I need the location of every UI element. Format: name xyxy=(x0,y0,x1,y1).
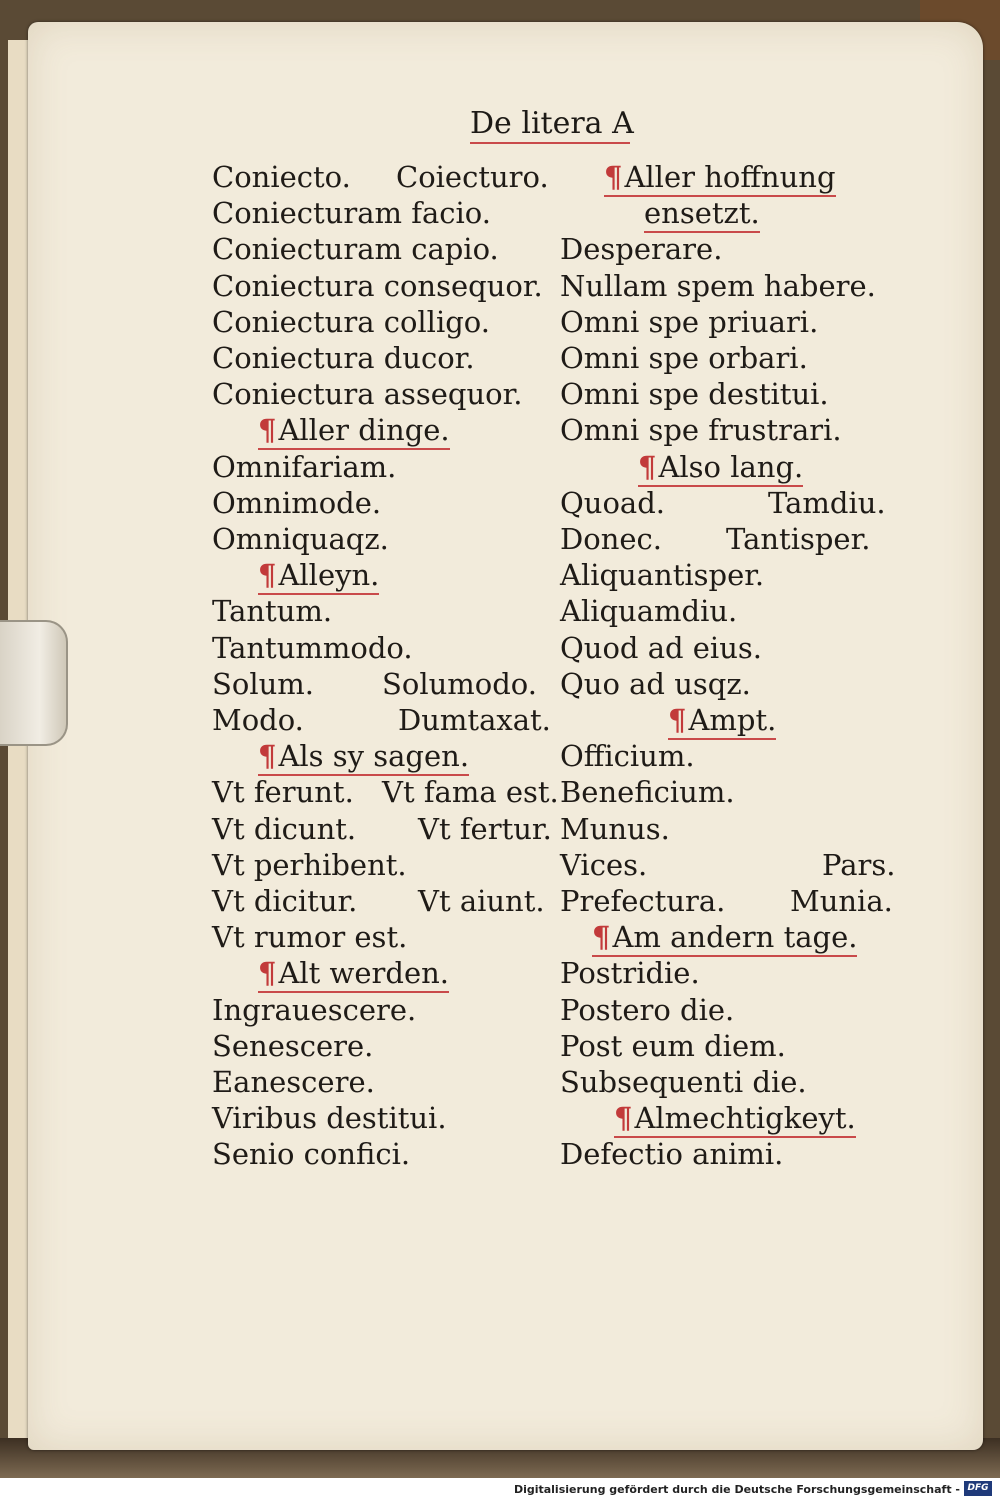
right-column-entry-27: Defectio animi. xyxy=(560,1137,784,1172)
left-column-entry-5: Coniectura ducor. xyxy=(212,341,475,375)
right-column-entry-17: Beneficium. xyxy=(560,775,735,810)
left-column-entry-8: Omnifariam. xyxy=(212,449,397,484)
middle-column-entry-5: Vt aiunt. xyxy=(418,884,545,918)
header-underline xyxy=(470,142,630,144)
left-column-section-heading-16 xyxy=(258,739,469,776)
right-column-section-heading-0 xyxy=(604,160,836,197)
middle-column-entry-0: Coiecturo. xyxy=(396,160,549,194)
left-column-entry-24: Senescere. xyxy=(212,1028,374,1063)
right-column-entry-3: Nullam spem habere. xyxy=(560,268,876,303)
far-right-column-entry-2: Pars. xyxy=(822,847,896,882)
pilcrow-icon: ¶ xyxy=(258,558,277,593)
left-column-entry-20: Vt dicitur. xyxy=(212,884,358,918)
left-column-entry-27: Senio confici. xyxy=(212,1137,411,1172)
heading-text: Ampt. xyxy=(688,703,777,737)
heading-text: Am andern tage. xyxy=(612,920,858,955)
far-right-column-entry-3: Munia. xyxy=(790,884,893,918)
right-column-entry-2: Desperare. xyxy=(560,232,723,267)
heading-text: Alt werden. xyxy=(278,956,450,991)
middle-column-entry-1: Solumodo. xyxy=(382,666,537,701)
right-column-section-heading-15 xyxy=(668,703,776,740)
left-column-entry-21: Vt rumor est. xyxy=(212,920,408,955)
left-column-section-heading-11 xyxy=(258,558,379,595)
left-column-entry-4: Coniectura colligo. xyxy=(212,304,490,339)
right-column-entry-1: ensetzt. xyxy=(644,196,760,233)
left-column-entry-17: Vt ferunt. xyxy=(212,775,354,810)
right-column-entry-6: Omni spe destitui. xyxy=(560,377,829,412)
right-column-entry-20: Prefectura. xyxy=(560,884,726,918)
left-column-entry-26: Viribus destitui. xyxy=(212,1101,447,1136)
left-column-section-heading-22 xyxy=(258,956,449,993)
left-column-entry-12: Tantum. xyxy=(212,594,333,629)
left-column-entry-2: Coniecturam capio. xyxy=(212,232,499,267)
right-column-entry-13: Quod ad eius. xyxy=(560,630,762,665)
left-column-entry-19: Vt perhibent. xyxy=(212,847,407,882)
footer-credit: Digitalisierung gefördert durch die Deutsche Forschungsgemeinschaft - xyxy=(513,1483,960,1496)
middle-column-entry-4: Vt fertur. xyxy=(418,811,552,846)
right-column-entry-12: Aliquamdiu. xyxy=(560,594,738,629)
right-column-entry-4: Omni spe priuari. xyxy=(560,304,819,339)
pilcrow-icon: ¶ xyxy=(638,449,657,484)
right-column-entry-7: Omni spe frustrari. xyxy=(560,413,842,448)
heading-text: Aller dinge. xyxy=(278,413,450,448)
pilcrow-icon: ¶ xyxy=(258,739,277,774)
left-column-section-heading-7 xyxy=(258,413,450,450)
left-column-entry-13: Tantummodo. xyxy=(212,630,413,665)
right-column-entry-23: Postero die. xyxy=(560,992,735,1027)
right-column-entry-5: Omni spe orbari. xyxy=(560,341,808,375)
pilcrow-icon: ¶ xyxy=(592,920,611,955)
heading-text: Alleyn. xyxy=(278,558,380,593)
right-column-entry-25: Subsequenti die. xyxy=(560,1065,807,1099)
page-clip xyxy=(0,620,68,746)
left-column-entry-9: Omnimode. xyxy=(212,485,382,520)
left-column-entry-14: Solum. xyxy=(212,666,314,701)
left-column-entry-10: Omniquaqz. xyxy=(212,522,389,556)
pilcrow-icon: ¶ xyxy=(614,1101,633,1136)
pilcrow-icon: ¶ xyxy=(258,413,277,448)
far-right-column-entry-1: Tantisper. xyxy=(726,522,871,556)
right-column-section-heading-26 xyxy=(614,1101,856,1138)
pilcrow-icon: ¶ xyxy=(668,703,687,737)
right-column-section-heading-21 xyxy=(592,920,857,957)
right-column-entry-11: Aliquantisper. xyxy=(560,558,765,593)
left-column-entry-0: Coniecto. xyxy=(212,160,351,194)
middle-column-entry-2: Dumtaxat. xyxy=(398,703,551,737)
heading-text: Als sy sagen. xyxy=(278,739,470,774)
right-column-entry-10: Donec. xyxy=(560,522,663,556)
right-column-entry-24: Post eum diem. xyxy=(560,1028,786,1063)
heading-text: Also lang. xyxy=(658,449,804,484)
right-column-section-heading-8 xyxy=(638,450,803,487)
heading-text: Aller hoffnung xyxy=(624,160,836,194)
left-column-entry-25: Eanescere. xyxy=(212,1065,375,1099)
left-column-entry-18: Vt dicunt. xyxy=(212,811,357,846)
left-column-entry-23: Ingrauescere. xyxy=(212,992,417,1027)
right-column-entry-9: Quoad. xyxy=(560,485,665,520)
left-column-entry-15: Modo. xyxy=(212,703,304,737)
right-column-entry-22: Postridie. xyxy=(560,956,700,991)
heading-text: Almechtigkeyt. xyxy=(634,1101,856,1136)
left-column-entry-6: Coniectura assequor. xyxy=(212,377,523,412)
right-column-entry-14: Quo ad usqz. xyxy=(560,666,751,701)
middle-column-entry-3: Vt fama est. xyxy=(382,775,559,810)
right-column-entry-19: Vices. xyxy=(560,847,648,882)
left-column-entry-3: Coniectura consequor. xyxy=(212,268,543,303)
right-column-entry-18: Munus. xyxy=(560,811,670,846)
dfg-logo: DFG xyxy=(964,1481,992,1496)
left-column-entry-1: Coniecturam facio. xyxy=(212,196,491,231)
pilcrow-icon: ¶ xyxy=(604,160,623,194)
page-header: De litera A xyxy=(470,106,634,141)
right-column-entry-16: Officium. xyxy=(560,739,695,774)
pilcrow-icon: ¶ xyxy=(258,956,277,991)
far-right-column-entry-0: Tamdiu. xyxy=(768,485,886,520)
